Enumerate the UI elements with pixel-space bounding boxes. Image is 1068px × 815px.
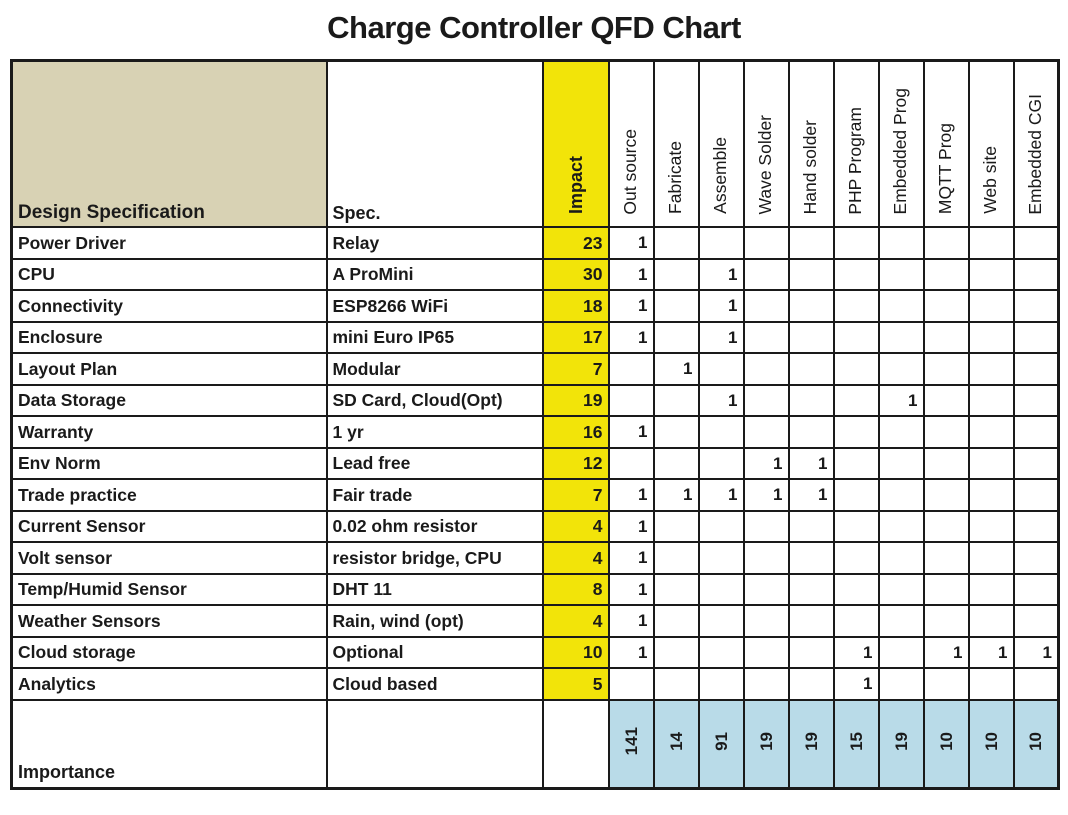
mark-cell xyxy=(1014,416,1059,448)
process-header-label: Assemble xyxy=(710,137,731,215)
impact-value-cell: 7 xyxy=(543,479,609,511)
mark-cell xyxy=(789,353,834,385)
mark-cell xyxy=(744,416,789,448)
spec-cell: resistor bridge, CPU xyxy=(327,542,543,574)
mark-cell xyxy=(924,479,969,511)
mark-cell xyxy=(609,385,654,417)
mark-cell xyxy=(969,574,1014,606)
table-row-connectivity xyxy=(12,290,1059,322)
mark-cell xyxy=(1014,605,1059,637)
mark-cell xyxy=(654,416,699,448)
mark-cell xyxy=(969,322,1014,354)
mark-cell xyxy=(924,385,969,417)
impact-value-cell: 19 xyxy=(543,385,609,417)
mark-cell xyxy=(1014,227,1059,259)
spec-cell: mini Euro IP65 xyxy=(327,322,543,354)
impact-value-cell: 7 xyxy=(543,353,609,385)
spec-cell: Rain, wind (opt) xyxy=(327,605,543,637)
mark-cell xyxy=(699,227,744,259)
mark-cell: 1 xyxy=(969,637,1014,669)
table-row-analytics xyxy=(12,668,1059,700)
spec-cell: 0.02 ohm resistor xyxy=(327,511,543,543)
row-name-cell: Power Driver xyxy=(12,227,327,259)
importance-value-cell xyxy=(924,700,969,789)
impact-value-cell: 16 xyxy=(543,416,609,448)
mark-cell xyxy=(834,574,879,606)
mark-cell xyxy=(924,542,969,574)
row-name-cell: Current Sensor xyxy=(12,511,327,543)
process-header-embedded-cgi xyxy=(1014,60,1059,227)
table-row-data-storage xyxy=(12,385,1059,417)
mark-cell xyxy=(1014,542,1059,574)
process-header-web-site xyxy=(969,60,1014,227)
mark-cell xyxy=(834,259,879,291)
mark-cell xyxy=(924,416,969,448)
mark-cell xyxy=(789,290,834,322)
mark-cell xyxy=(654,637,699,669)
mark-cell: 1 xyxy=(699,322,744,354)
mark-cell xyxy=(744,542,789,574)
spec-cell: Lead free xyxy=(327,448,543,480)
importance-row xyxy=(12,700,1059,789)
mark-cell xyxy=(924,290,969,322)
mark-cell xyxy=(699,605,744,637)
process-header-label: Hand solder xyxy=(800,119,821,215)
process-header-mqtt-prog xyxy=(924,60,969,227)
mark-cell xyxy=(654,542,699,574)
spec-cell: Optional xyxy=(327,637,543,669)
mark-cell xyxy=(654,290,699,322)
mark-cell xyxy=(789,322,834,354)
importance-label: Importance xyxy=(12,700,327,789)
mark-cell: 1 xyxy=(744,479,789,511)
mark-cell xyxy=(744,322,789,354)
table-row-temp-humid-sensor xyxy=(12,574,1059,606)
design-specification-header: Design Specification xyxy=(12,60,327,227)
row-name-cell: Weather Sensors xyxy=(12,605,327,637)
mark-cell xyxy=(744,259,789,291)
mark-cell xyxy=(1014,448,1059,480)
mark-cell xyxy=(834,353,879,385)
process-header-php-program xyxy=(834,60,879,227)
mark-cell xyxy=(924,322,969,354)
process-header-wave-solder xyxy=(744,60,789,227)
qfd-body xyxy=(12,227,1059,700)
mark-cell xyxy=(834,511,879,543)
process-header-out-source xyxy=(609,60,654,227)
importance-value-label: 91 xyxy=(711,732,731,751)
row-name-cell: Temp/Humid Sensor xyxy=(12,574,327,606)
mark-cell: 1 xyxy=(789,479,834,511)
spec-cell: Fair trade xyxy=(327,479,543,511)
mark-cell: 1 xyxy=(699,385,744,417)
mark-cell xyxy=(654,511,699,543)
mark-cell xyxy=(879,290,924,322)
table-row-weather-sensors xyxy=(12,605,1059,637)
mark-cell xyxy=(834,227,879,259)
mark-cell xyxy=(924,448,969,480)
row-name-cell: Env Norm xyxy=(12,448,327,480)
mark-cell: 1 xyxy=(609,227,654,259)
importance-value-cell xyxy=(879,700,924,789)
table-row-cpu xyxy=(12,259,1059,291)
mark-cell xyxy=(969,448,1014,480)
mark-cell: 1 xyxy=(609,542,654,574)
mark-cell xyxy=(969,479,1014,511)
mark-cell xyxy=(969,605,1014,637)
row-name-cell: Volt sensor xyxy=(12,542,327,574)
mark-cell xyxy=(1014,511,1059,543)
mark-cell xyxy=(879,511,924,543)
importance-value-label: 19 xyxy=(891,732,911,751)
table-row-volt-sensor xyxy=(12,542,1059,574)
importance-value-label: 10 xyxy=(936,732,956,751)
mark-cell xyxy=(1014,479,1059,511)
table-row-cloud-storage xyxy=(12,637,1059,669)
mark-cell xyxy=(699,353,744,385)
mark-cell: 1 xyxy=(609,479,654,511)
mark-cell xyxy=(744,668,789,700)
mark-cell xyxy=(879,479,924,511)
mark-cell xyxy=(789,259,834,291)
mark-cell xyxy=(609,353,654,385)
mark-cell: 1 xyxy=(609,511,654,543)
mark-cell xyxy=(969,259,1014,291)
mark-cell xyxy=(879,574,924,606)
mark-cell xyxy=(879,605,924,637)
row-name-cell: CPU xyxy=(12,259,327,291)
mark-cell xyxy=(654,668,699,700)
mark-cell: 1 xyxy=(699,259,744,291)
table-row-warranty xyxy=(12,416,1059,448)
mark-cell xyxy=(744,605,789,637)
mark-cell xyxy=(969,668,1014,700)
importance-value-cell xyxy=(834,700,879,789)
mark-cell xyxy=(879,259,924,291)
mark-cell xyxy=(879,416,924,448)
mark-cell xyxy=(1014,668,1059,700)
mark-cell: 1 xyxy=(609,574,654,606)
importance-value-cell xyxy=(969,700,1014,789)
mark-cell xyxy=(789,542,834,574)
mark-cell xyxy=(699,542,744,574)
process-header-label: Out source xyxy=(620,128,641,215)
header-row xyxy=(12,60,1059,227)
mark-cell xyxy=(879,353,924,385)
mark-cell xyxy=(924,574,969,606)
mark-cell xyxy=(744,353,789,385)
mark-cell xyxy=(744,637,789,669)
mark-cell xyxy=(654,605,699,637)
mark-cell: 1 xyxy=(609,637,654,669)
process-header-label: PHP Program xyxy=(845,106,866,215)
importance-impact-empty-cell xyxy=(543,700,609,789)
spec-cell: Relay xyxy=(327,227,543,259)
mark-cell xyxy=(924,227,969,259)
mark-cell xyxy=(789,511,834,543)
importance-value-label: 19 xyxy=(756,732,776,751)
mark-cell xyxy=(1014,259,1059,291)
row-name-cell: Layout Plan xyxy=(12,353,327,385)
mark-cell xyxy=(879,542,924,574)
mark-cell: 1 xyxy=(699,290,744,322)
impact-value-cell: 23 xyxy=(543,227,609,259)
mark-cell: 1 xyxy=(699,479,744,511)
process-header-hand-solder xyxy=(789,60,834,227)
mark-cell xyxy=(969,542,1014,574)
mark-cell xyxy=(969,227,1014,259)
process-header-fabricate xyxy=(654,60,699,227)
mark-cell xyxy=(924,605,969,637)
mark-cell: 1 xyxy=(879,385,924,417)
qfd-table xyxy=(10,59,1060,791)
mark-cell xyxy=(969,511,1014,543)
importance-value-label: 19 xyxy=(801,732,821,751)
process-header-label: Wave Solder xyxy=(755,114,776,215)
mark-cell xyxy=(654,574,699,606)
mark-cell xyxy=(1014,290,1059,322)
mark-cell xyxy=(924,511,969,543)
mark-cell: 1 xyxy=(654,479,699,511)
impact-value-cell: 5 xyxy=(543,668,609,700)
spec-cell: A ProMini xyxy=(327,259,543,291)
row-name-cell: Analytics xyxy=(12,668,327,700)
mark-cell xyxy=(879,637,924,669)
mark-cell xyxy=(879,227,924,259)
importance-value-cell xyxy=(654,700,699,789)
impact-value-cell: 10 xyxy=(543,637,609,669)
mark-cell xyxy=(969,290,1014,322)
process-header-assemble xyxy=(699,60,744,227)
impact-value-cell: 12 xyxy=(543,448,609,480)
impact-value-cell: 8 xyxy=(543,574,609,606)
mark-cell xyxy=(879,668,924,700)
row-name-cell: Cloud storage xyxy=(12,637,327,669)
mark-cell xyxy=(744,574,789,606)
mark-cell xyxy=(834,322,879,354)
spec-cell: Cloud based xyxy=(327,668,543,700)
mark-cell xyxy=(699,416,744,448)
mark-cell xyxy=(879,448,924,480)
mark-cell xyxy=(744,511,789,543)
process-header-label: Embedded CGI xyxy=(1025,93,1045,215)
impact-value-cell: 17 xyxy=(543,322,609,354)
row-name-cell: Trade practice xyxy=(12,479,327,511)
mark-cell xyxy=(699,637,744,669)
mark-cell xyxy=(924,668,969,700)
impact-value-cell: 4 xyxy=(543,511,609,543)
spec-cell: DHT 11 xyxy=(327,574,543,606)
mark-cell xyxy=(654,259,699,291)
mark-cell: 1 xyxy=(609,605,654,637)
table-row-enclosure xyxy=(12,322,1059,354)
importance-value-cell xyxy=(1014,700,1059,789)
process-header-label: Web site xyxy=(980,146,1001,215)
chart-title: Charge Controller QFD Chart xyxy=(327,10,741,45)
mark-cell xyxy=(924,353,969,385)
spec-header: Spec. xyxy=(327,60,543,227)
mark-cell xyxy=(789,227,834,259)
importance-spec-empty-cell xyxy=(327,700,543,789)
mark-cell xyxy=(789,668,834,700)
mark-cell xyxy=(654,448,699,480)
mark-cell xyxy=(924,259,969,291)
row-name-cell: Connectivity xyxy=(12,290,327,322)
process-header-label: MQTT Prog xyxy=(935,123,956,215)
importance-value-cell xyxy=(699,700,744,789)
row-name-cell: Warranty xyxy=(12,416,327,448)
mark-cell: 1 xyxy=(744,448,789,480)
mark-cell xyxy=(699,668,744,700)
importance-value-label: 141 xyxy=(621,727,641,756)
mark-cell: 1 xyxy=(834,668,879,700)
mark-cell xyxy=(744,290,789,322)
impact-value-cell: 4 xyxy=(543,605,609,637)
table-row-current-sensor xyxy=(12,511,1059,543)
mark-cell xyxy=(1014,353,1059,385)
mark-cell xyxy=(789,637,834,669)
importance-value-label: 10 xyxy=(1026,732,1046,751)
process-header-embedded-prog xyxy=(879,60,924,227)
spec-cell: Modular xyxy=(327,353,543,385)
spec-cell: ESP8266 WiFi xyxy=(327,290,543,322)
mark-cell: 1 xyxy=(654,353,699,385)
mark-cell xyxy=(834,479,879,511)
table-row-power-driver xyxy=(12,227,1059,259)
table-row-trade-practice xyxy=(12,479,1059,511)
mark-cell: 1 xyxy=(609,416,654,448)
mark-cell xyxy=(969,416,1014,448)
mark-cell xyxy=(789,605,834,637)
mark-cell xyxy=(699,448,744,480)
mark-cell xyxy=(789,385,834,417)
mark-cell xyxy=(969,353,1014,385)
table-row-layout-plan xyxy=(12,353,1059,385)
process-header-label: Fabricate xyxy=(665,141,686,215)
mark-cell: 1 xyxy=(834,637,879,669)
importance-value-cell xyxy=(789,700,834,789)
mark-cell xyxy=(654,322,699,354)
mark-cell xyxy=(834,542,879,574)
impact-header-label: Impact xyxy=(565,156,586,215)
mark-cell xyxy=(1014,574,1059,606)
mark-cell xyxy=(834,290,879,322)
spec-cell: SD Card, Cloud(Opt) xyxy=(327,385,543,417)
mark-cell xyxy=(744,227,789,259)
table-row-env-norm xyxy=(12,448,1059,480)
importance-value-label: 10 xyxy=(981,732,1001,751)
importance-value-cell xyxy=(744,700,789,789)
mark-cell xyxy=(699,511,744,543)
mark-cell xyxy=(789,574,834,606)
mark-cell xyxy=(879,322,924,354)
mark-cell xyxy=(834,385,879,417)
mark-cell: 1 xyxy=(789,448,834,480)
mark-cell: 1 xyxy=(1014,637,1059,669)
mark-cell xyxy=(609,448,654,480)
mark-cell: 1 xyxy=(924,637,969,669)
mark-cell xyxy=(654,385,699,417)
importance-value-label: 14 xyxy=(666,732,686,751)
mark-cell xyxy=(834,448,879,480)
row-name-cell: Enclosure xyxy=(12,322,327,354)
mark-cell xyxy=(1014,385,1059,417)
mark-cell xyxy=(654,227,699,259)
mark-cell xyxy=(789,416,834,448)
mark-cell xyxy=(834,605,879,637)
process-header-label: Embedded Prog xyxy=(890,87,911,215)
mark-cell xyxy=(969,385,1014,417)
impact-header xyxy=(543,60,609,227)
mark-cell xyxy=(699,574,744,606)
importance-value-label: 15 xyxy=(846,732,866,751)
mark-cell: 1 xyxy=(609,290,654,322)
mark-cell xyxy=(834,416,879,448)
mark-cell: 1 xyxy=(609,322,654,354)
impact-value-cell: 30 xyxy=(543,259,609,291)
mark-cell xyxy=(1014,322,1059,354)
spec-cell: 1 yr xyxy=(327,416,543,448)
row-name-cell: Data Storage xyxy=(12,385,327,417)
impact-value-cell: 18 xyxy=(543,290,609,322)
mark-cell: 1 xyxy=(609,259,654,291)
mark-cell xyxy=(744,385,789,417)
mark-cell xyxy=(609,668,654,700)
importance-value-cell xyxy=(609,700,654,789)
impact-value-cell: 4 xyxy=(543,542,609,574)
